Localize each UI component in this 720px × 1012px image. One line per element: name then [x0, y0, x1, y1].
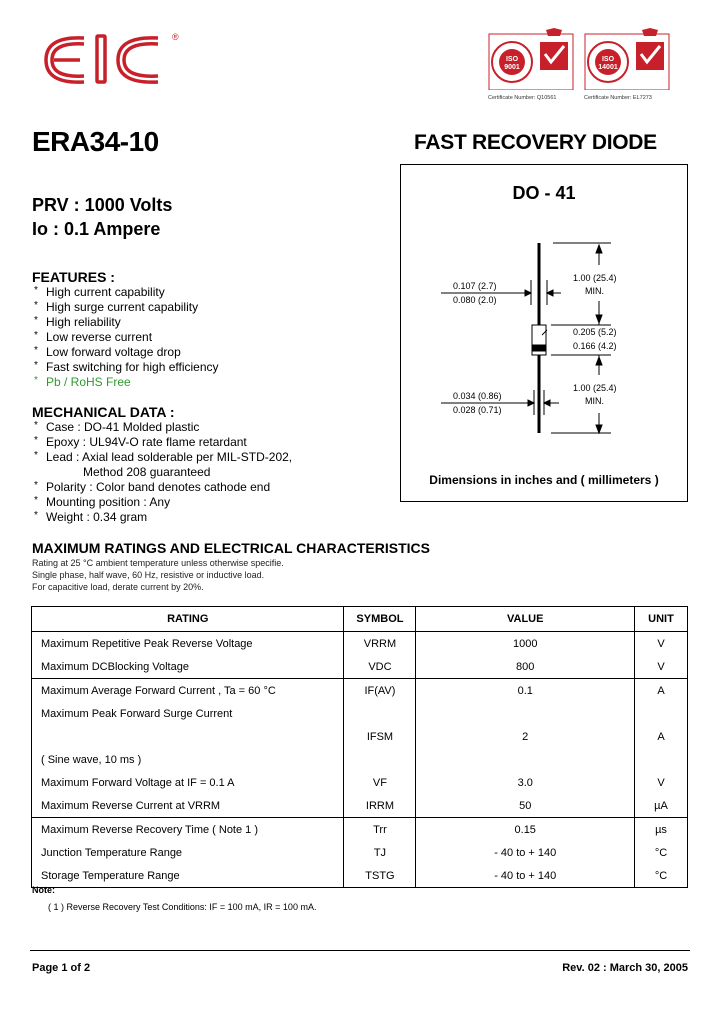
unit-cell: A — [635, 679, 688, 703]
ratings-heading: MAXIMUM RATINGS AND ELECTRICAL CHARACTERISTICS — [32, 540, 430, 556]
table-row — [32, 841, 688, 864]
symbol-cell: Trr — [344, 818, 416, 842]
table-header-row — [32, 607, 688, 632]
rating-cell: Maximum Peak Forward Surge Current — [32, 702, 344, 725]
package-name: DO - 41 — [512, 183, 576, 203]
footer-divider — [30, 950, 690, 951]
condition-line: Rating at 25 °C ambient temperature unless otherwise specifie. — [32, 558, 284, 568]
list-item: * Epoxy : UL94V-O rate flame retardant — [32, 435, 292, 450]
value-cell: 1000 — [416, 632, 635, 656]
io-spec: Io : 0.1 Ampere — [32, 219, 161, 239]
rating-cell: Maximum Average Forward Current , Ta = 60 °C — [32, 679, 344, 703]
symbol-cell — [344, 702, 416, 725]
list-item: * Lead : Axial lead solderable per MIL-STD-202, — [32, 450, 292, 465]
list-item: * High current capability — [32, 285, 219, 300]
value-cell: 0.15 — [416, 818, 635, 842]
package-drawing — [401, 165, 687, 501]
value-cell: 50 — [416, 794, 635, 818]
page-number: Page 1 of 2 — [32, 962, 91, 974]
list-item: Method 208 guaranteed — [83, 465, 211, 479]
unit-cell: V — [635, 655, 688, 679]
symbol-cell: IF(AV) — [344, 679, 416, 703]
col-rating: RATING — [32, 607, 344, 632]
dimensions-caption: Dimensions in inches and ( millimeters ) — [429, 473, 659, 487]
unit-cell — [635, 748, 688, 771]
svg-text:14001: 14001 — [598, 64, 618, 71]
note-heading: Note: — [32, 885, 55, 895]
value-cell: - 40 to + 140 — [416, 841, 635, 864]
list-item: * Polarity : Color band denotes cathode end — [32, 480, 292, 495]
table-row — [32, 725, 688, 748]
unit-cell: µA — [635, 794, 688, 818]
table-row — [32, 655, 688, 679]
cert-label-14001: Certificate Number: EL7273 — [584, 95, 652, 101]
value-cell — [416, 748, 635, 771]
dim-lead-top-min: MIN. — [585, 286, 604, 296]
svg-text:ISO: ISO — [505, 56, 519, 63]
col-value: VALUE — [416, 607, 635, 632]
part-number: ERA34-10 — [32, 126, 159, 157]
symbol-cell: IFSM — [344, 725, 416, 748]
iso-9001-seal-icon — [488, 28, 574, 90]
dim-body-dia-min: 0.080 (2.0) — [453, 295, 497, 305]
rating-cell: ( Sine wave, 10 ms ) — [32, 748, 344, 771]
mechanical-list — [32, 420, 292, 525]
rating-cell: Maximum Forward Voltage at IF = 0.1 A — [32, 771, 344, 794]
revision-date: Rev. 02 : March 30, 2005 — [562, 962, 688, 974]
list-item: * Pb / RoHS Free — [32, 375, 219, 390]
cert-label-9001: Certificate Number: Q10561 — [488, 95, 557, 101]
ratings-table — [31, 606, 688, 888]
value-cell: 0.1 — [416, 679, 635, 703]
product-title: FAST RECOVERY DIODE — [414, 131, 657, 154]
list-item: * Mounting position : Any — [32, 495, 292, 510]
dim-body-len-min: 0.166 (4.2) — [573, 341, 617, 351]
table-row — [32, 771, 688, 794]
iso-14001-badge — [584, 28, 670, 101]
table-row — [32, 702, 688, 725]
symbol-cell — [344, 748, 416, 771]
condition-line: Single phase, half wave, 60 Hz, resistive or inductive load. — [32, 570, 265, 580]
unit-cell: µs — [635, 818, 688, 842]
value-cell: - 40 to + 140 — [416, 864, 635, 888]
symbol-cell: TSTG — [344, 864, 416, 888]
eic-logo — [40, 30, 180, 90]
dim-body-dia-max: 0.107 (2.7) — [453, 281, 497, 291]
list-item: * High surge current capability — [32, 300, 219, 315]
registered-mark: ® — [172, 32, 179, 42]
table-row — [32, 818, 688, 842]
features-heading: FEATURES : — [32, 269, 115, 285]
unit-cell: °C — [635, 841, 688, 864]
mechanical-heading: MECHANICAL DATA : — [32, 404, 175, 420]
value-cell: 800 — [416, 655, 635, 679]
dim-lead-top-len: 1.00 (25.4) — [573, 273, 617, 283]
col-symbol: SYMBOL — [344, 607, 416, 632]
unit-cell: V — [635, 632, 688, 656]
symbol-cell: VRRM — [344, 632, 416, 656]
dim-body-len-max: 0.205 (5.2) — [573, 327, 617, 337]
symbol-cell: IRRM — [344, 794, 416, 818]
rating-cell: Maximum Repetitive Peak Reverse Voltage — [32, 632, 344, 656]
iso-9001-badge — [488, 28, 574, 101]
dim-lead-bot-len: 1.00 (25.4) — [573, 383, 617, 393]
dim-lead-bot-min: MIN. — [585, 396, 604, 406]
rating-cell: Junction Temperature Range — [32, 841, 344, 864]
note-text: ( 1 ) Reverse Recovery Test Conditions: IF = 100 mA, IR = 100 mA. — [48, 902, 317, 912]
table-row — [32, 794, 688, 818]
list-item: * Low forward voltage drop — [32, 345, 219, 360]
iso-14001-seal-icon — [584, 28, 670, 90]
package-outline-box — [400, 164, 688, 502]
symbol-cell: VDC — [344, 655, 416, 679]
table-row — [32, 632, 688, 656]
rating-cell: Storage Temperature Range — [32, 864, 344, 888]
table-row — [32, 864, 688, 888]
symbol-cell: VF — [344, 771, 416, 794]
rating-cell — [32, 725, 344, 748]
rating-cell: Maximum DCBlocking Voltage — [32, 655, 344, 679]
list-item: * Fast switching for high efficiency — [32, 360, 219, 375]
symbol-cell: TJ — [344, 841, 416, 864]
list-item: * Low reverse current — [32, 330, 219, 345]
table-row — [32, 679, 688, 703]
condition-line: For capacitive load, derate current by 20%. — [32, 582, 204, 592]
table-row — [32, 748, 688, 771]
value-cell: 2 — [416, 725, 635, 748]
svg-text:ISO: ISO — [601, 56, 615, 63]
unit-cell: A — [635, 725, 688, 748]
list-item: * Case : DO-41 Molded plastic — [32, 420, 292, 435]
dim-lead-dia-min: 0.028 (0.71) — [453, 405, 502, 415]
features-list — [32, 285, 219, 390]
svg-text:9001: 9001 — [504, 64, 520, 71]
unit-cell: V — [635, 771, 688, 794]
rating-cell: Maximum Reverse Current at VRRM — [32, 794, 344, 818]
rating-cell: Maximum Reverse Recovery Time ( Note 1 ) — [32, 818, 344, 842]
value-cell — [416, 702, 635, 725]
unit-cell: °C — [635, 864, 688, 888]
dim-lead-dia-max: 0.034 (0.86) — [453, 391, 502, 401]
list-item: * Weight : 0.34 gram — [32, 510, 292, 525]
col-unit: UNIT — [635, 607, 688, 632]
value-cell: 3.0 — [416, 771, 635, 794]
list-item: * High reliability — [32, 315, 219, 330]
unit-cell — [635, 702, 688, 725]
prv-spec: PRV : 1000 Volts — [32, 195, 173, 215]
